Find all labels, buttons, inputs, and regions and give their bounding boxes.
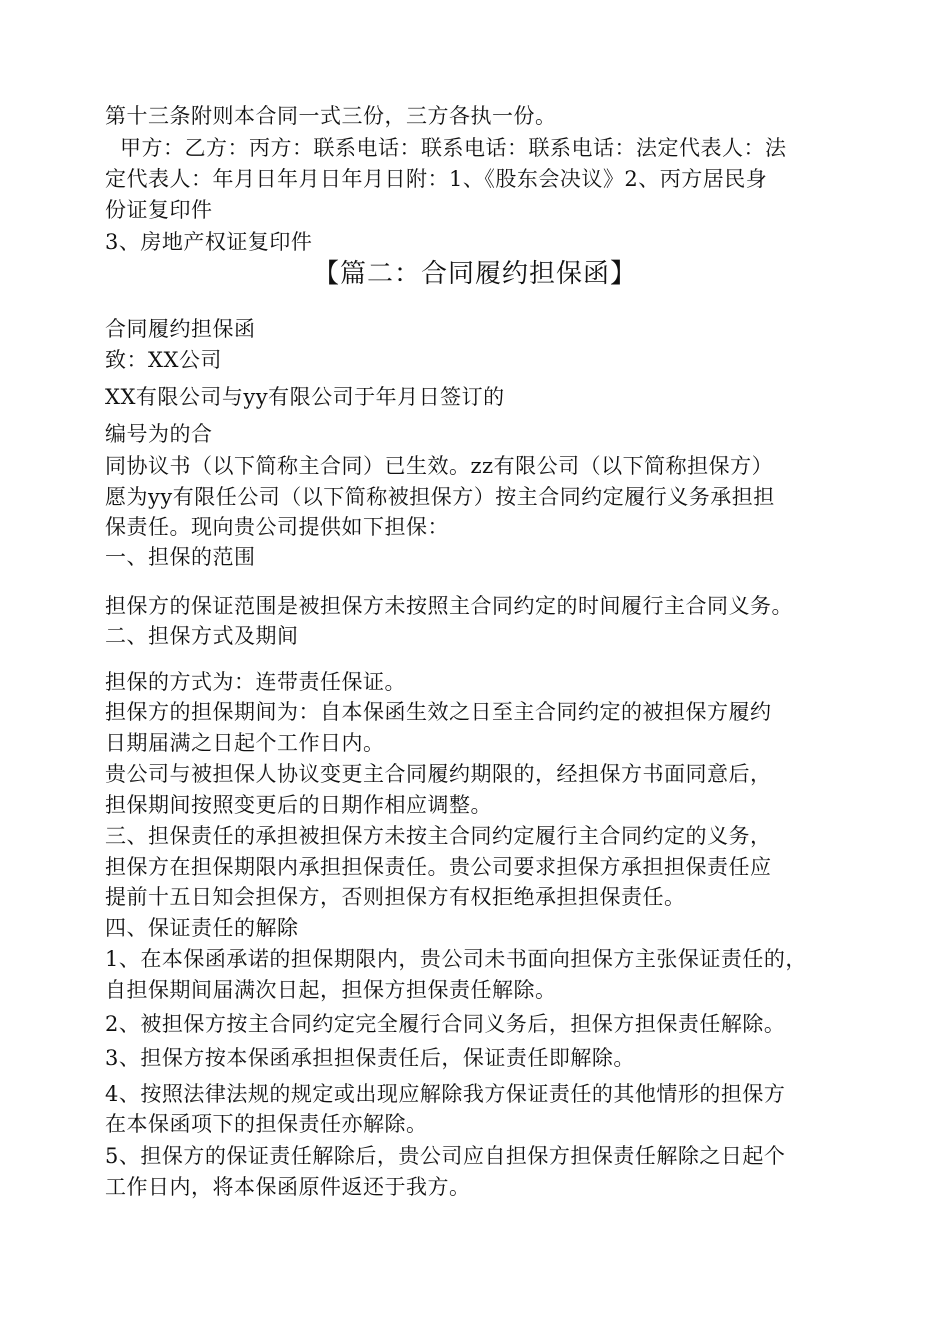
- text-line: XX有限公司与yy有限公司于年月日签订的: [105, 385, 505, 409]
- text-line: 定代表人：年月日年月日年月日附：1、《股东会决议》2、丙方居民身: [105, 167, 768, 191]
- text-line: 日期届满之日起个工作日内。: [105, 731, 385, 755]
- text-line: 贵公司与被担保人协议变更主合同履约期限的，经担保方书面同意后，: [105, 762, 772, 786]
- text-line: 第十三条附则本合同一式三份，三方各执一份。: [105, 104, 557, 128]
- text-line: 担保方在担保期限内承担担保责任。贵公司要求担保方承担担保责任应: [105, 855, 772, 879]
- text-line: 致：XX公司: [105, 348, 222, 372]
- text-line: 担保的方式为：连带责任保证。: [105, 670, 406, 694]
- text-line: 份证复印件: [105, 198, 213, 222]
- text-line: 同协议书（以下简称主合同）已生效。zz有限公司（以下简称担保方）: [105, 454, 774, 478]
- text-line: 四、保证责任的解除: [105, 916, 299, 940]
- text-line: 提前十五日知会担保方，否则担保方有权拒绝承担担保责任。: [105, 885, 686, 909]
- text-line: 保责任。现向贵公司提供如下担保：: [105, 515, 449, 539]
- text-line: 2、被担保方按主合同约定完全履行合同义务后，担保方担保责任解除。: [105, 1012, 786, 1036]
- text-line: 自担保期间届满次日起，担保方担保责任解除。: [105, 978, 557, 1002]
- text-line: 在本保函项下的担保责任亦解除。: [105, 1112, 428, 1136]
- text-line: 二、担保方式及期间: [105, 624, 299, 648]
- text-line: 工作日内，将本保函原件返还于我方。: [105, 1175, 471, 1199]
- section-title: 【篇二：合同履约担保函】: [312, 259, 637, 289]
- text-line: 担保方的保证范围是被担保方未按照主合同约定的时间履行主合同义务。: [105, 594, 793, 618]
- text-line: 甲方：乙方：丙方：联系电话：联系电话：联系电话：法定代表人：法: [120, 136, 787, 160]
- text-line: 愿为yy有限任公司（以下简称被担保方）按主合同约定履行义务承担担: [105, 485, 775, 509]
- text-line: 三、担保责任的承担被担保方未按主合同约定履行主合同约定的义务，: [105, 824, 772, 848]
- text-line: 3、房地产权证复印件: [105, 230, 313, 254]
- text-line: 编号为的合: [105, 422, 213, 446]
- text-line: 担保方的担保期间为：自本保函生效之日至主合同约定的被担保方履约: [105, 700, 772, 724]
- text-line: 4、按照法律法规的规定或出现应解除我方保证责任的其他情形的担保方: [105, 1082, 786, 1106]
- text-line: 担保期间按照变更后的日期作相应调整。: [105, 793, 492, 817]
- text-line: 一、担保的范围: [105, 545, 256, 569]
- text-line: 合同履约担保函: [105, 317, 256, 341]
- text-line: 3、担保方按本保函承担担保责任后，保证责任即解除。: [105, 1046, 635, 1070]
- text-line: 1、在本保函承诺的担保期限内，贵公司未书面向担保方主张保证责任的，: [105, 947, 807, 971]
- text-line: 5、担保方的保证责任解除后，贵公司应自担保方担保责任解除之日起个: [105, 1144, 786, 1168]
